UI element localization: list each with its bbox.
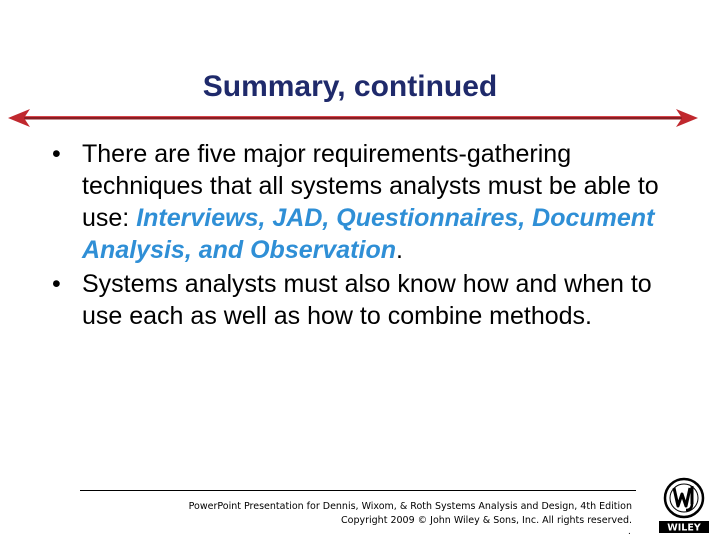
bullet-text-end: . [396,236,403,264]
bullet-marker: • [52,140,61,168]
footer-line-1: PowerPoint Presentation for Dennis, Wixom, & Roth Systems Analysis and Design, 4th Edition [188,501,632,512]
bullet-item [52,138,692,266]
slide-title: Summary, continued [202,70,498,103]
footer-credits [189,500,632,528]
bullet-text: There are five major requirements-gathering techniques that all systems analysts must be able to use: [82,140,659,232]
slide-content [52,138,692,334]
footer-dot: . [628,526,631,537]
footer-line-2: Copyright 2009 © John Wiley & Sons, Inc. All rights reserved. [341,515,632,526]
wiley-logo-text: WILEY [667,522,701,534]
wiley-logo-icon [658,474,710,534]
bullet-text: Systems analysts must also know how and when to use each as well as how to combine methods. [82,270,652,330]
bullet-marker: • [52,270,61,298]
footer-divider [80,490,636,491]
techniques-highlight: Interviews, JAD, Questionnaires, Document Analysis, and Observation [82,204,655,264]
double-arrow-divider-icon [8,106,698,130]
bullet-item [52,268,692,332]
